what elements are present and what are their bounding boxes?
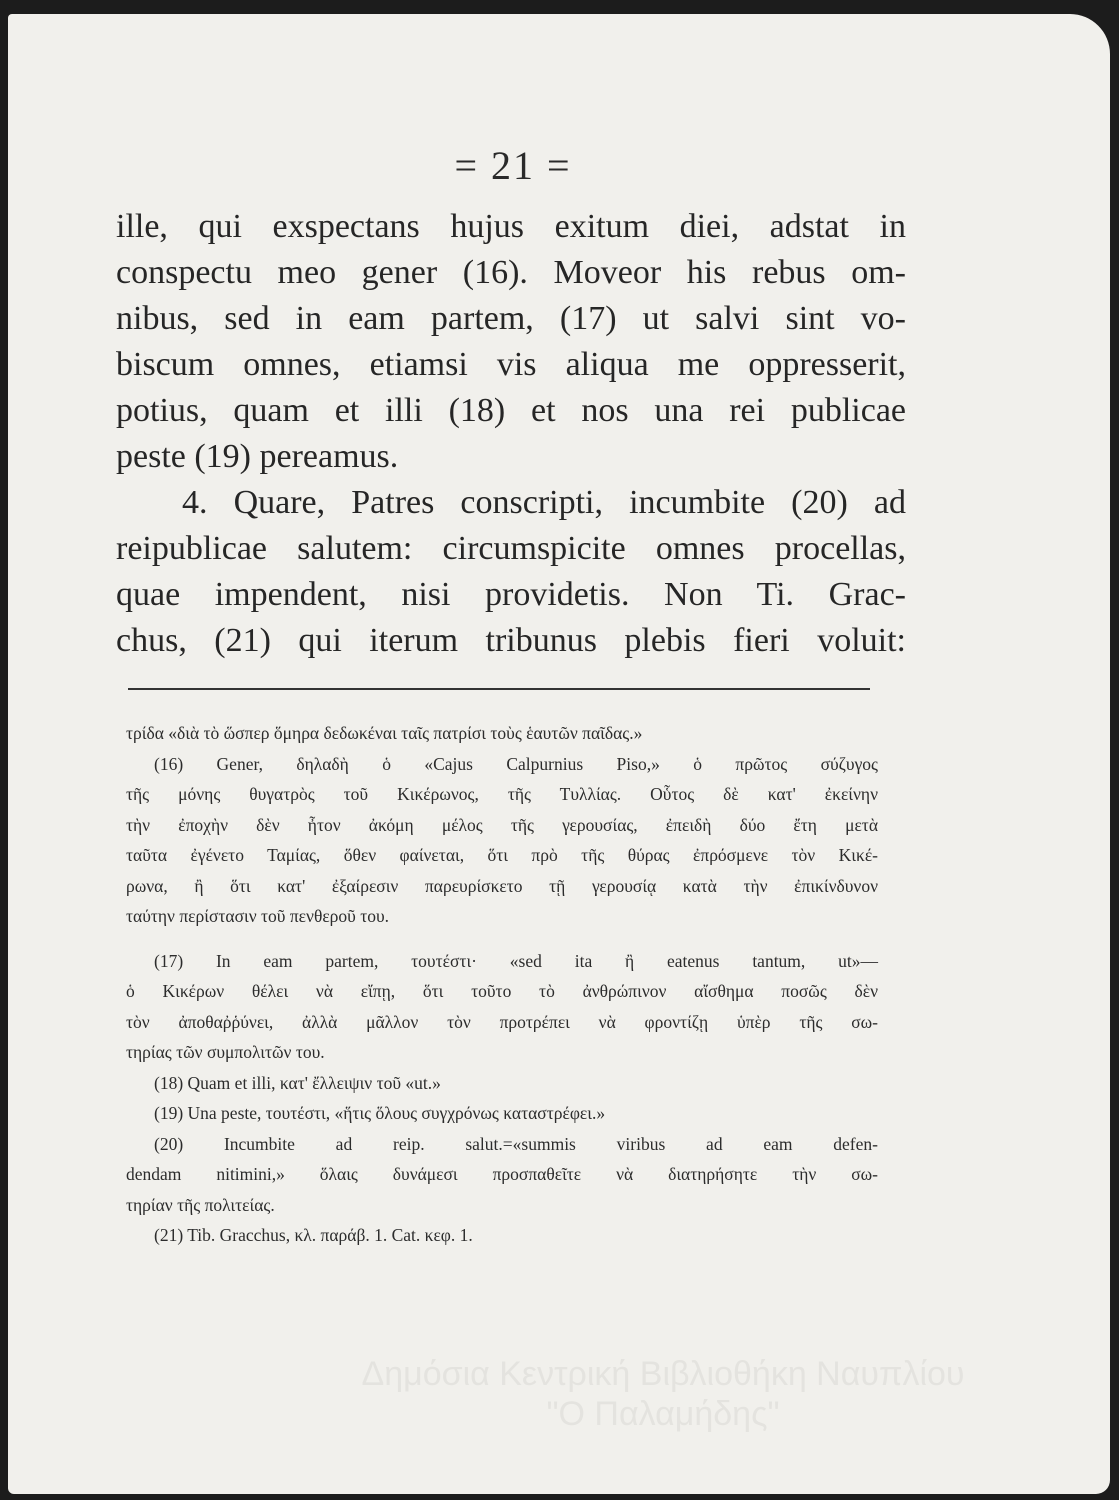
main-text: [116, 204, 906, 664]
text-line: conspectu meo gener (16). Moveor his rebus om-: [116, 254, 906, 291]
footnote-20-line: τηρίαν τῆς πολιτείας.: [126, 1194, 275, 1215]
library-watermark: [248, 1354, 1078, 1434]
footnote-16-line: τὴν ἐποχὴν δὲν ἦτον ἀκόμη μέλος τῆς γερουσίας, ἐπειδὴ δύο ἔτη μετὰ: [126, 814, 878, 835]
watermark-line-1: Δημόσια Κεντρική Βιβλιοθήκη Ναυπλίου: [361, 1355, 965, 1393]
footnote-21: (21) Tib. Gracchus, κλ. παράβ. 1. Cat. κεφ. 1.: [154, 1225, 473, 1245]
footnote-19: (19) Una peste, τουτέστι, «ἥτις ὅλους συγχρόνως καταστρέφει.»: [154, 1103, 606, 1123]
text-line: biscum omnes, etiamsi vis aliqua me oppresserit,: [116, 346, 906, 383]
text-line: potius, quam et illi (18) et nos una rei publicae: [116, 392, 906, 429]
page-number: = 21 =: [454, 143, 572, 188]
footnote-18: (18) Quam et illi, κατ' ἔλλειψιν τοῦ «ut.»: [154, 1072, 441, 1093]
text-line: quae impendent, nisi providetis. Non Ti. Grac-: [116, 576, 906, 613]
text-line: peste (19) pereamus.: [116, 438, 399, 475]
text-line: 4. Quare, Patres conscripti, incumbite (20) ad: [182, 484, 906, 521]
footnote-17-line: ὁ Κικέρων θέλει νὰ εἴπῃ, ὅτι τοῦτο τὸ ἀνθρώπινον αἴσθημα ποσῶς δὲν: [126, 981, 878, 1001]
footnote-17-line: τὸν ἀποθαῤῥύνει, ἀλλὰ μᾶλλον τὸν προτρέπει νὰ φροντίζῃ ὑπὲρ τῆς σω-: [126, 1011, 878, 1032]
text-line: ille, qui exspectans hujus exitum diei, adstat in: [116, 208, 906, 245]
text-line: chus, (21) qui iterum tribunus plebis fieri voluit:: [116, 622, 906, 659]
footnote-16-line: τῆς μόνης θυγατρὸς τοῦ Κικέρωνος, τῆς Τυλλίας. Οὗτος δὲ κατ' ἐκείνην: [126, 784, 878, 804]
footnote-16-line: ταῦτα ἐγένετο Ταμίας, ὅθεν φαίνεται, ὅτι πρὸ τῆς θύρας ἐπρόσμενε τὸν Κικέ-: [126, 845, 878, 865]
footnote-17-line: (17) In eam partem, τουτέστι· «sed ita ἢ eatenus tantum, ut»—: [154, 950, 878, 971]
footnote-divider: [128, 688, 870, 690]
footnote-16-line: (16) Gener, δηλαδὴ ὁ «Cajus Calpurnius Piso,» ὁ πρῶτος σύζυγος: [154, 753, 878, 774]
footnotes: [126, 718, 878, 1251]
text-line: reipublicae salutem: circumspicite omnes procellas,: [116, 530, 906, 567]
footnote-20-line: dendam nitimini,» ὅλαις δυνάμεσι προσπαθεῖτε νὰ διατηρήσητε τὴν σω-: [126, 1164, 878, 1184]
watermark-line-2: "Ο Παλαμήδης": [546, 1395, 780, 1433]
footnote-17-line: τηρίας τῶν συμπολιτῶν του.: [126, 1042, 325, 1062]
text-line: nibus, sed in eam partem, (17) ut salvi sint vo-: [116, 300, 906, 337]
footnote-16-line: ρωνα, ἢ ὅτι κατ' ἐξαίρεσιν παρευρίσκετο τῇ γερουσίᾳ κατὰ τὴν ἐπικίνδυνον: [126, 875, 878, 896]
book-page: [8, 14, 1110, 1494]
footnote-16-line: ταύτην περίστασιν τοῦ πενθεροῦ του.: [126, 906, 390, 926]
footnote-20-line: (20) Incumbite ad reip. salut.=«summis viribus ad eam defen-: [154, 1133, 878, 1154]
footnote-continuation: τρίδα «διὰ τὸ ὥσπερ ὅμηρα δεδωκέναι ταῖς πατρίσι τοὺς ἑαυτῶν παῖδας.»: [126, 723, 643, 743]
